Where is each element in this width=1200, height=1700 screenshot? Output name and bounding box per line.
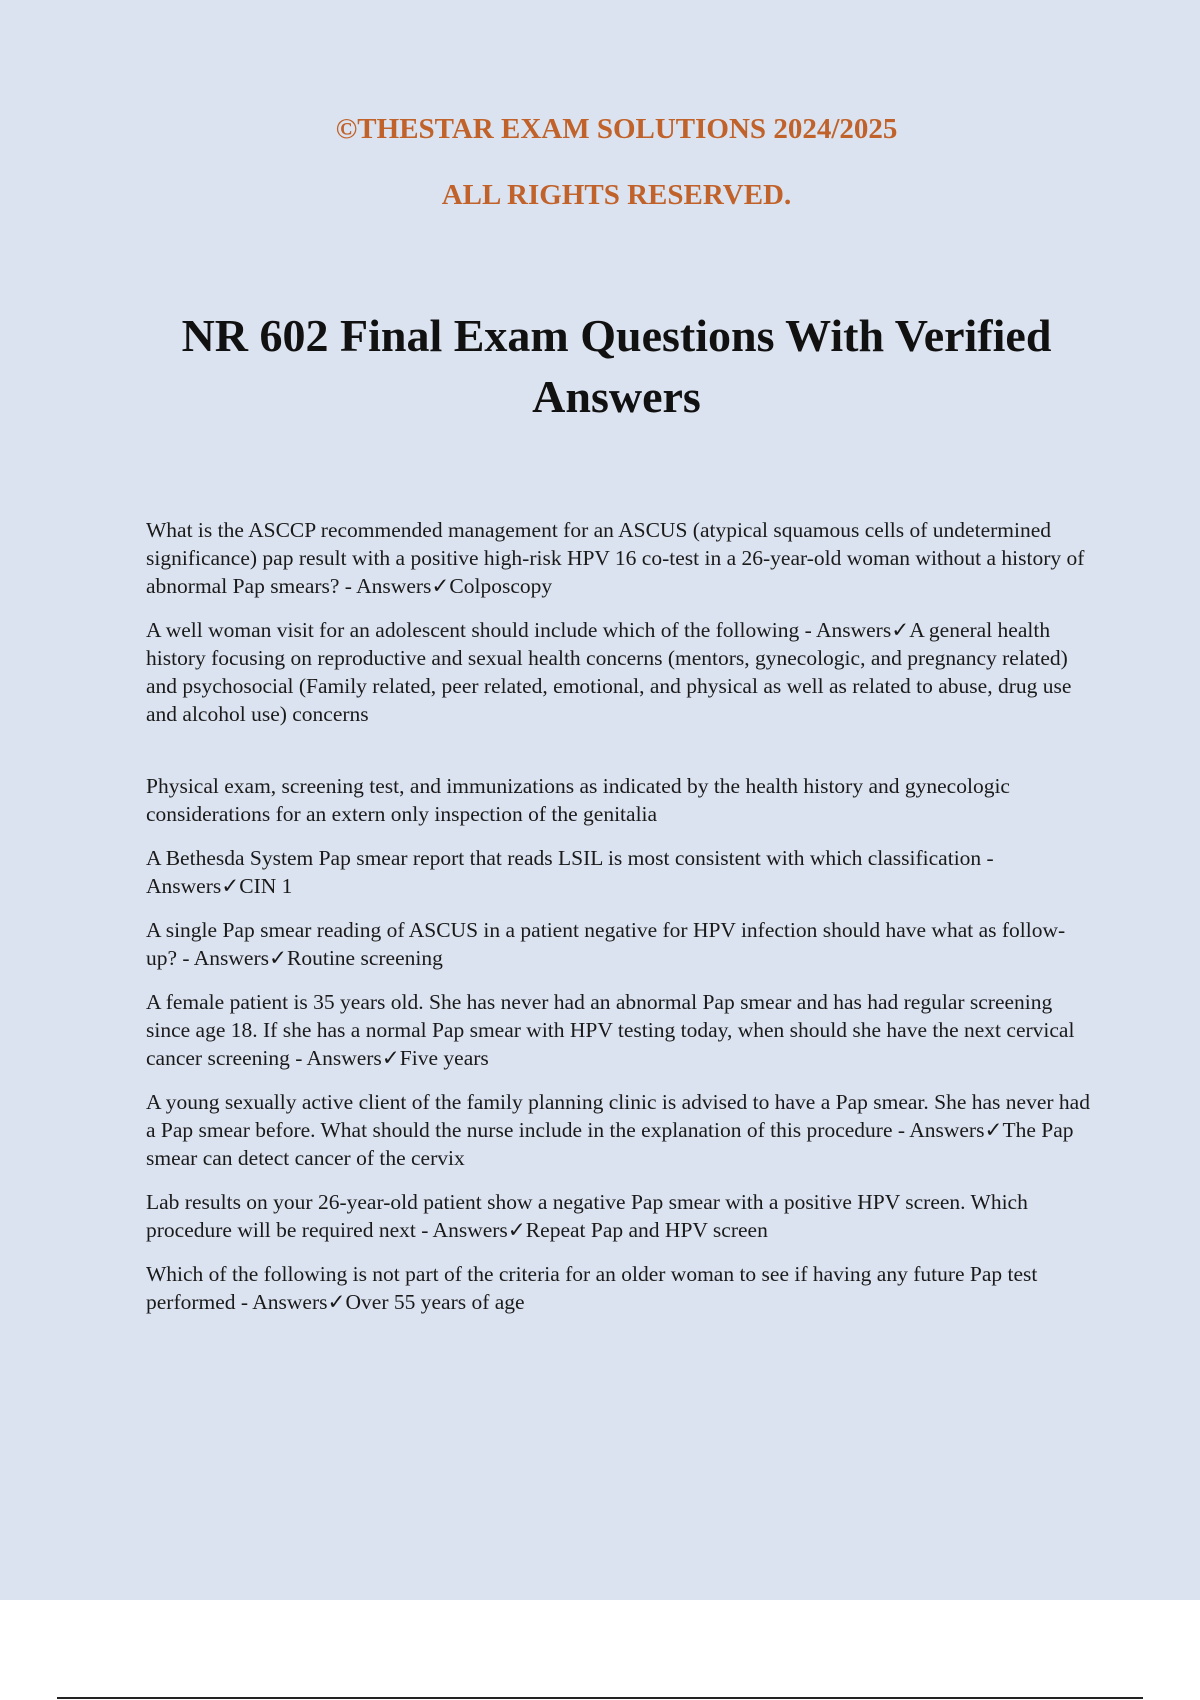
copyright-line: ©THESTAR EXAM SOLUTIONS 2024/2025: [335, 113, 898, 145]
qa-item: A Bethesda System Pap smear report that reads LSIL is most consistent with which classification - Answers✓CIN 1: [146, 846, 994, 898]
copyright-header: [0, 96, 1200, 228]
qa-item: What is the ASCCP recommended management for an ASCUS (atypical squamous cells of undetermined significance) pap result with a positive high-risk HPV 16 co-test in a 26-year-old woman without a history of abnormal Pap smears? - Answers✓Colposcopy: [146, 518, 1085, 598]
qa-item: A female patient is 35 years old. She has never had an abnormal Pap smear and has had regular screening since age 18. If she has a normal Pap smear with HPV testing today, when should she have the next cervical cancer screening - Answers✓Five years: [146, 990, 1075, 1070]
qa-list: [146, 516, 1096, 1332]
qa-item: Lab results on your 26-year-old patient show a negative Pap smear with a positive HPV screen. Which procedure will be required next - Answers✓Repeat Pap and HPV screen: [146, 1190, 1028, 1242]
qa-item: A young sexually active client of the family planning clinic is advised to have a Pap smear. She has never had a Pap smear before. What should the nurse include in the explanation of this procedure - Answers✓The Pap smear can detect cancer of the cervix: [146, 1090, 1090, 1170]
qa-item: Physical exam, screening test, and immunizations as indicated by the health history and gynecologic considerations for an extern only inspection of the genitalia: [146, 774, 1010, 826]
qa-item: A single Pap smear reading of ASCUS in a patient negative for HPV infection should have what as follow-up? - Answers✓Routine screening: [146, 918, 1066, 970]
rights-reserved-line: ALL RIGHTS RESERVED.: [441, 179, 792, 211]
footer-divider: [57, 1697, 1143, 1699]
document-title: NR 602 Final Exam Questions With Verified Answers: [181, 310, 1052, 422]
qa-item: A well woman visit for an adolescent should include which of the following - Answers✓A general health history focusing on reproductive and sexual health concerns (mentors, gynecologic, and pregnancy related) and psychosocial (Family related, peer related, emotional, and physical as well as related to abuse, drug use and alcohol use) concerns: [146, 618, 1072, 726]
qa-item: Which of the following is not part of the criteria for an older woman to see if having any future Pap test performed - Answers✓Over 55 years of age: [146, 1262, 1038, 1314]
